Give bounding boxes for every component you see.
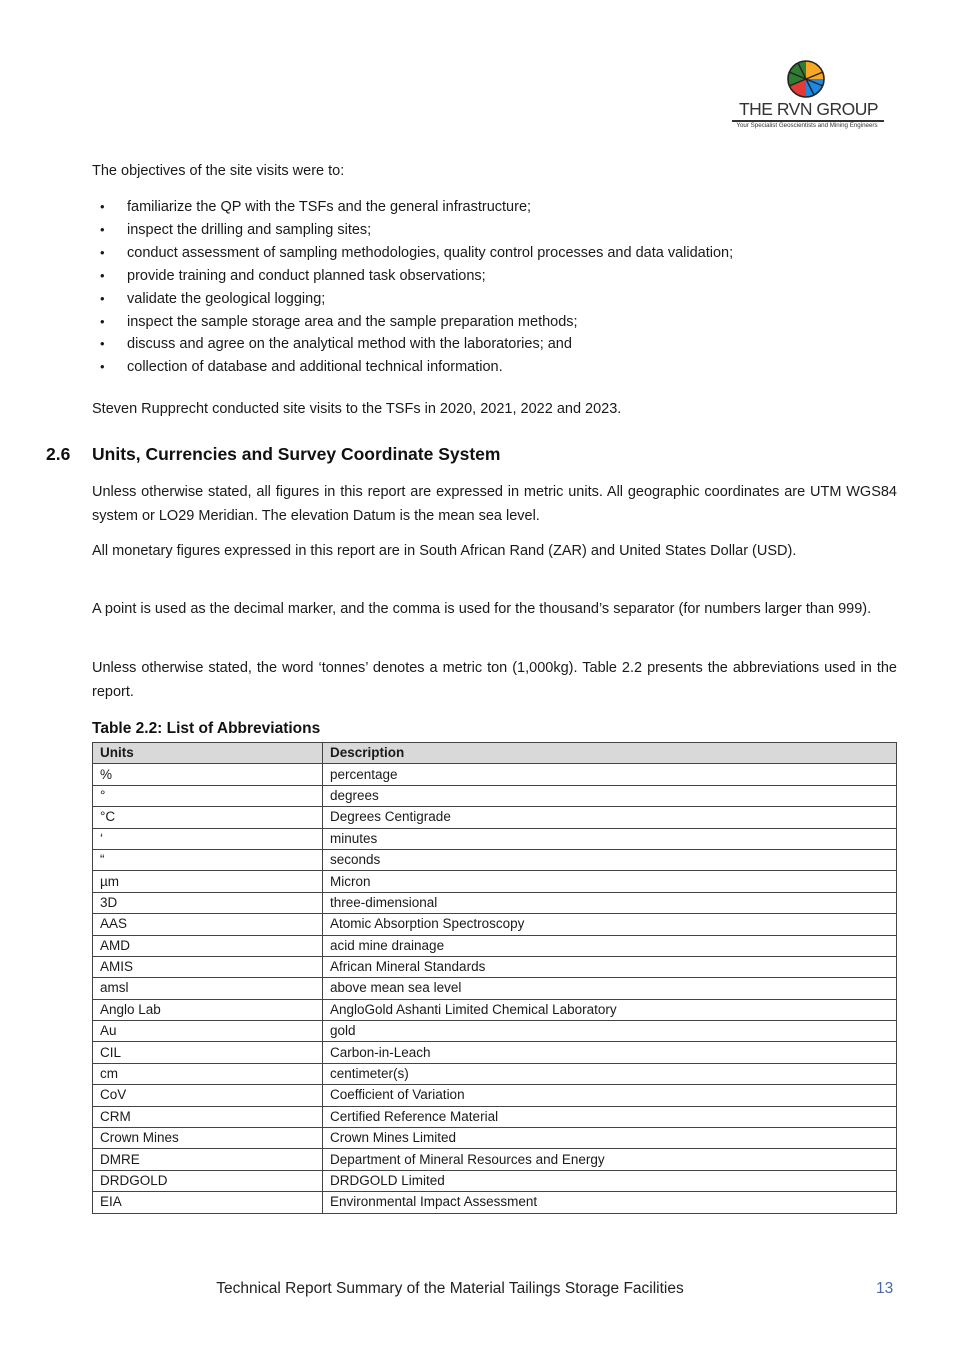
table-row xyxy=(93,1128,897,1149)
paragraph-decimal: A point is used as the decimal marker, and the comma is used for the thousand’s separator (for numbers larger than 999). xyxy=(92,601,872,617)
column-header-description: Description xyxy=(323,743,897,764)
unit-cell: AMIS xyxy=(93,956,323,977)
logo-globe-icon xyxy=(786,60,826,100)
description-cell: AngloGold Ashanti Limited Chemical Laboratory xyxy=(323,999,897,1020)
table-row xyxy=(93,978,897,999)
unit-cell: % xyxy=(93,764,323,785)
unit-cell: amsl xyxy=(93,978,323,999)
unit-cell: AMD xyxy=(93,935,323,956)
site-visits-note: Steven Rupprecht conducted site visits to the TSFs in 2020, 2021, 2022 and 2023. xyxy=(92,401,622,417)
unit-cell: EIA xyxy=(93,1192,323,1213)
company-logo xyxy=(722,60,892,132)
description-cell: above mean sea level xyxy=(323,978,897,999)
list-item: • familiarize the QP with the TSFs and the general infrastructure; xyxy=(92,196,902,219)
footer-title-text: Technical Report Summary of the Material Tailings Storage Facilities xyxy=(216,1280,684,1297)
table-row xyxy=(93,807,897,828)
table-row xyxy=(93,1085,897,1106)
description-cell: seconds xyxy=(323,849,897,870)
unit-cell: ‘ xyxy=(93,828,323,849)
unit-cell: Au xyxy=(93,1021,323,1042)
unit-cell: Anglo Lab xyxy=(93,999,323,1020)
description-cell: Department of Mineral Resources and Energy xyxy=(323,1149,897,1170)
description-cell: African Mineral Standards xyxy=(323,956,897,977)
description-cell: Certified Reference Material xyxy=(323,1106,897,1127)
table-row xyxy=(93,849,897,870)
table-row xyxy=(93,1106,897,1127)
description-cell: Coefficient of Variation xyxy=(323,1085,897,1106)
description-cell: minutes xyxy=(323,828,897,849)
section-title: Units, Currencies and Survey Coordinate System xyxy=(92,444,501,464)
list-item: • provide training and conduct planned task observations; xyxy=(92,265,902,288)
logo-subtitle: Your Specialist Geoscientists and Mining Engineers xyxy=(736,122,878,129)
description-cell: Carbon-in-Leach xyxy=(323,1042,897,1063)
table-row xyxy=(93,871,897,892)
unit-cell: “ xyxy=(93,849,323,870)
unit-cell: DMRE xyxy=(93,1149,323,1170)
description-cell: centimeter(s) xyxy=(323,1063,897,1084)
table-row xyxy=(93,1192,897,1213)
table-body xyxy=(93,764,897,1213)
list-item: • conduct assessment of sampling methodologies, quality control processes and data validation; xyxy=(92,242,902,265)
paragraph-currency: All monetary figures expressed in this report are in South African Rand (ZAR) and United States Dollar (USD). xyxy=(92,543,797,559)
table-row xyxy=(93,764,897,785)
column-header-units: Units xyxy=(93,743,323,764)
table-row xyxy=(93,1042,897,1063)
objectives-list xyxy=(92,196,902,379)
list-item: • inspect the drilling and sampling sites; xyxy=(92,219,902,242)
table-row xyxy=(93,1170,897,1191)
unit-cell: Crown Mines xyxy=(93,1128,323,1149)
paragraph-tonnes: Unless otherwise stated, the word ‘tonnes’ denotes a metric ton (1,000kg). Table 2.2 presents the abbreviations used in the report. xyxy=(92,660,897,700)
table-row xyxy=(93,1149,897,1170)
list-item: • discuss and agree on the analytical method with the laboratories; and xyxy=(92,333,902,356)
unit-cell: 3D xyxy=(93,892,323,913)
unit-cell: cm xyxy=(93,1063,323,1084)
list-item: • collection of database and additional technical information. xyxy=(92,356,902,379)
unit-cell: ° xyxy=(93,785,323,806)
unit-cell: DRDGOLD xyxy=(93,1170,323,1191)
section-number: 2.6 xyxy=(46,444,71,464)
description-cell: acid mine drainage xyxy=(323,935,897,956)
page-number: 13 xyxy=(876,1280,894,1297)
description-cell: Atomic Absorption Spectroscopy xyxy=(323,914,897,935)
table-row xyxy=(93,999,897,1020)
unit-cell: AAS xyxy=(93,914,323,935)
footer-title xyxy=(0,1280,900,1298)
description-cell: three-dimensional xyxy=(323,892,897,913)
description-cell: Environmental Impact Assessment xyxy=(323,1192,897,1213)
table-row xyxy=(93,892,897,913)
table-row xyxy=(93,1021,897,1042)
description-cell: DRDGOLD Limited xyxy=(323,1170,897,1191)
unit-cell: CIL xyxy=(93,1042,323,1063)
list-item: • inspect the sample storage area and the sample preparation methods; xyxy=(92,311,902,334)
objectives-intro: The objectives of the site visits were to: xyxy=(92,163,345,179)
table-row xyxy=(93,956,897,977)
table-row xyxy=(93,1063,897,1084)
description-cell: degrees xyxy=(323,785,897,806)
paragraph-units: Unless otherwise stated, all figures in this report are expressed in metric units. All geographic coordinates are UTM WGS84 system or LO29 Meridian. The elevation Datum is the mean sea level. xyxy=(92,484,897,524)
description-cell: Micron xyxy=(323,871,897,892)
description-cell: Crown Mines Limited xyxy=(323,1128,897,1149)
table-header-row xyxy=(93,743,897,764)
abbreviations-table xyxy=(92,742,897,1214)
unit-cell: CoV xyxy=(93,1085,323,1106)
unit-cell: µm xyxy=(93,871,323,892)
table-row xyxy=(93,828,897,849)
logo-title: THE RVN GROUP xyxy=(738,99,879,119)
table-row xyxy=(93,914,897,935)
description-cell: Degrees Centigrade xyxy=(323,807,897,828)
table-row xyxy=(93,785,897,806)
unit-cell: °C xyxy=(93,807,323,828)
unit-cell: CRM xyxy=(93,1106,323,1127)
description-cell: gold xyxy=(323,1021,897,1042)
table-caption: Table 2.2: List of Abbreviations xyxy=(92,720,321,737)
list-item: • validate the geological logging; xyxy=(92,288,902,311)
description-cell: percentage xyxy=(323,764,897,785)
table-row xyxy=(93,935,897,956)
